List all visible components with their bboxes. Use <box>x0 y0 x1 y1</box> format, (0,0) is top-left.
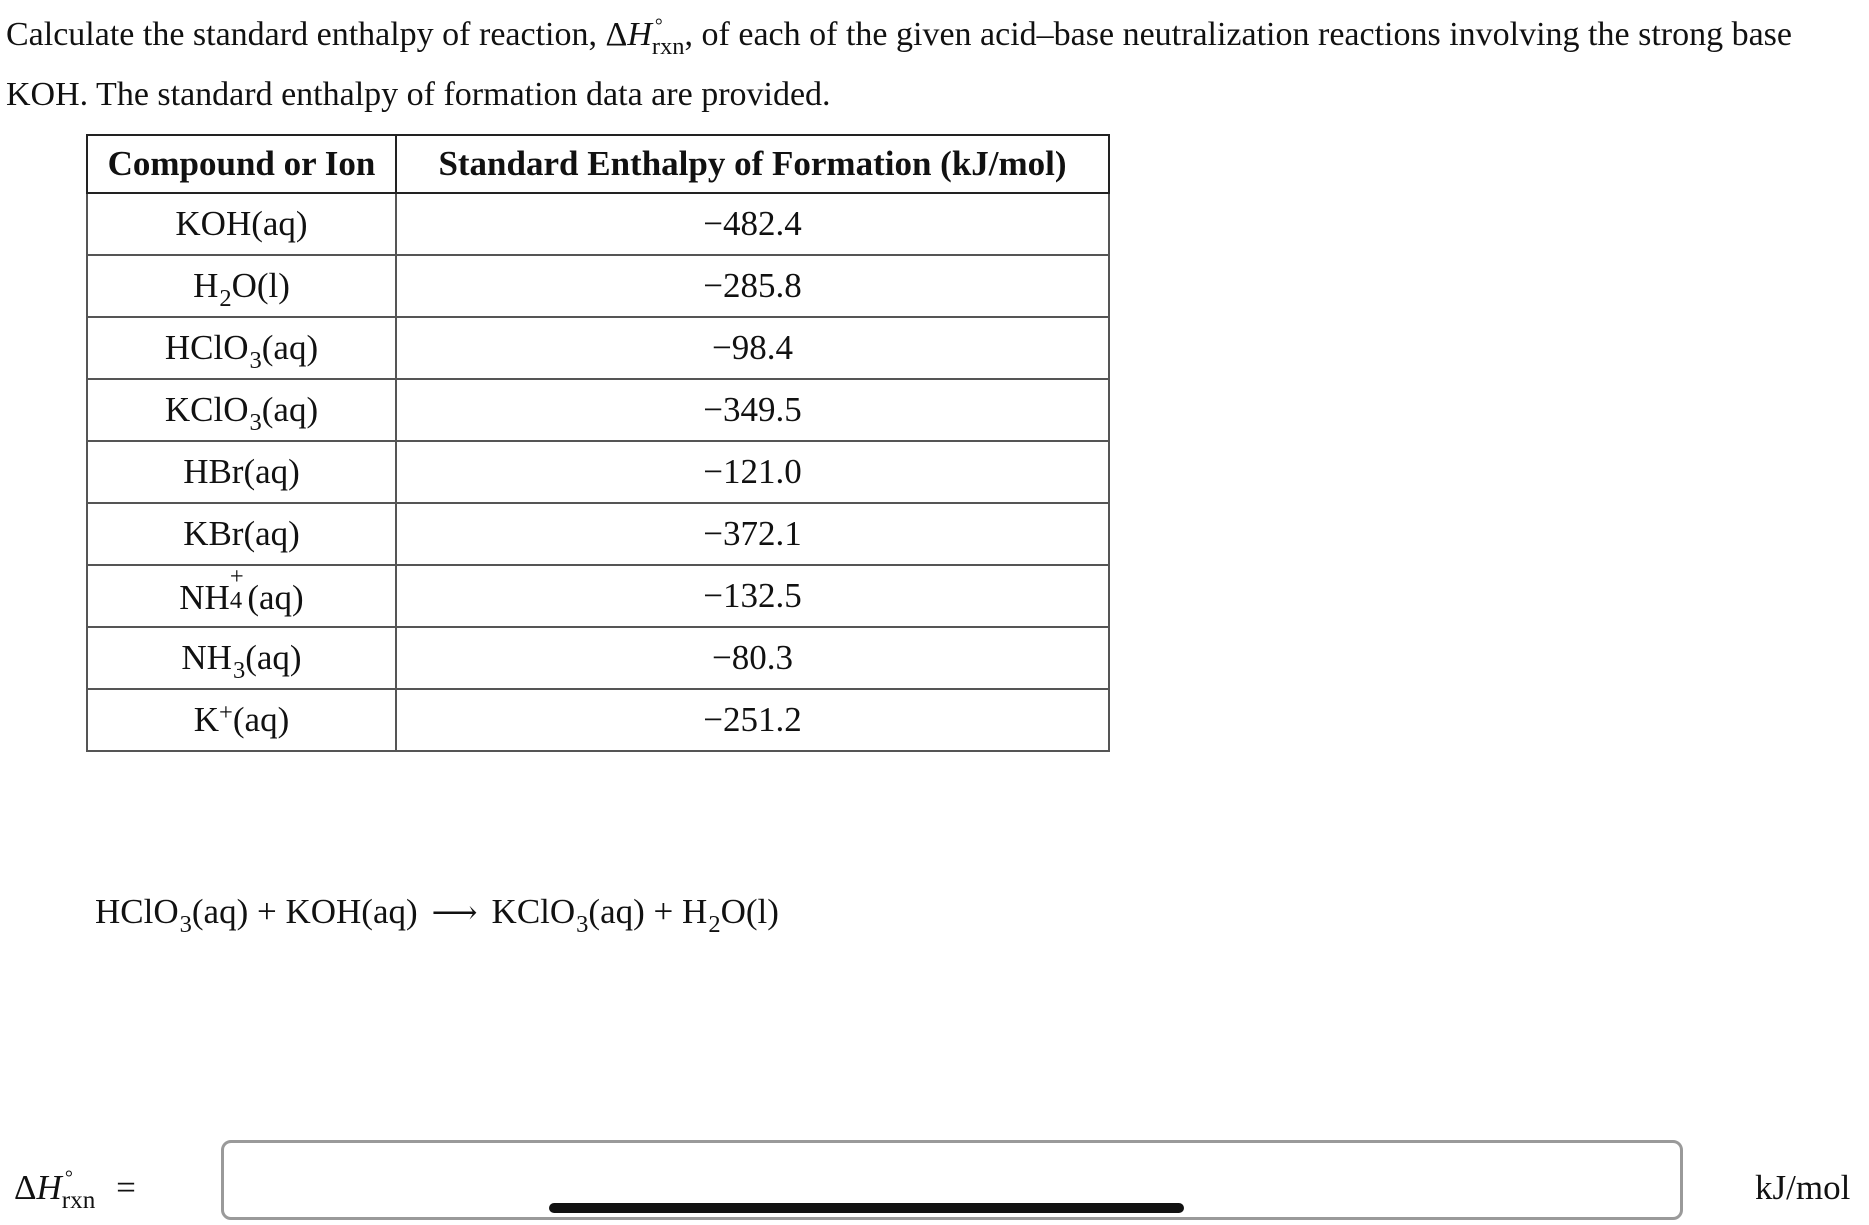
table-row <box>87 317 1109 379</box>
header-compound: Compound or Ion <box>87 135 396 193</box>
compound-cell: HClO$_3$(aq) <box>87 317 396 379</box>
header-enthalpy: Standard Enthalpy of Formation (kJ/mol) <box>396 135 1109 193</box>
value-cell: −121.0 <box>396 441 1109 503</box>
prompt-text-2: , of each of the given acid–base neutralization reactions involving the strong base KOH. The standard enthalpy of formation data are provided. <box>6 16 1793 113</box>
value-cell: −349.5 <box>396 379 1109 441</box>
table-row <box>87 689 1109 751</box>
value-cell: −251.2 <box>396 689 1109 751</box>
compound-cell: KClO$_3$(aq) <box>87 379 396 441</box>
table-row <box>87 503 1109 565</box>
value-cell: −372.1 <box>396 503 1109 565</box>
value-cell: −98.4 <box>396 317 1109 379</box>
compound-cell: HBr(aq) <box>87 441 396 503</box>
reaction-arrow: ⟶ <box>431 894 478 930</box>
enthalpy-symbol: H <box>627 16 652 53</box>
table-header-row <box>87 135 1109 193</box>
compound-cell: KOH(aq) <box>87 193 396 255</box>
table-row <box>87 627 1109 689</box>
equals-sign: = <box>116 1168 136 1207</box>
input-underline-bar <box>549 1203 1184 1213</box>
table-row <box>87 379 1109 441</box>
compound-cell: K+(aq) <box>87 689 396 751</box>
compound-cell: $NH_3(aq)$ <box>87 627 396 689</box>
table-row <box>87 441 1109 503</box>
reaction-equation: HClO$_3$(aq) + KOH(aq) ⟶ KClO$_3$(aq) + $H_2O(l)$ <box>95 892 779 939</box>
value-cell: −132.5 <box>396 565 1109 627</box>
value-cell: −80.3 <box>396 627 1109 689</box>
enthalpy-table <box>86 134 1110 752</box>
table-row <box>87 255 1109 317</box>
answer-label: ΔH ° rxn = <box>14 1166 136 1214</box>
value-cell: −285.8 <box>396 255 1109 317</box>
table-row <box>87 193 1109 255</box>
table-row <box>87 565 1109 627</box>
value-cell: −482.4 <box>396 193 1109 255</box>
unit-label: kJ/mol <box>1755 1168 1851 1207</box>
rxn-subscript: ° rxn <box>651 16 685 60</box>
question-prompt <box>6 6 1861 123</box>
compound-cell: NH + 4 (aq) <box>87 565 396 627</box>
compound-cell: KBr(aq) <box>87 503 396 565</box>
delta-symbol: Δ <box>605 16 628 53</box>
prompt-text-1: Calculate the standard enthalpy of reaction, <box>6 16 606 53</box>
compound-cell: $H_2O(l)$ <box>87 255 396 317</box>
